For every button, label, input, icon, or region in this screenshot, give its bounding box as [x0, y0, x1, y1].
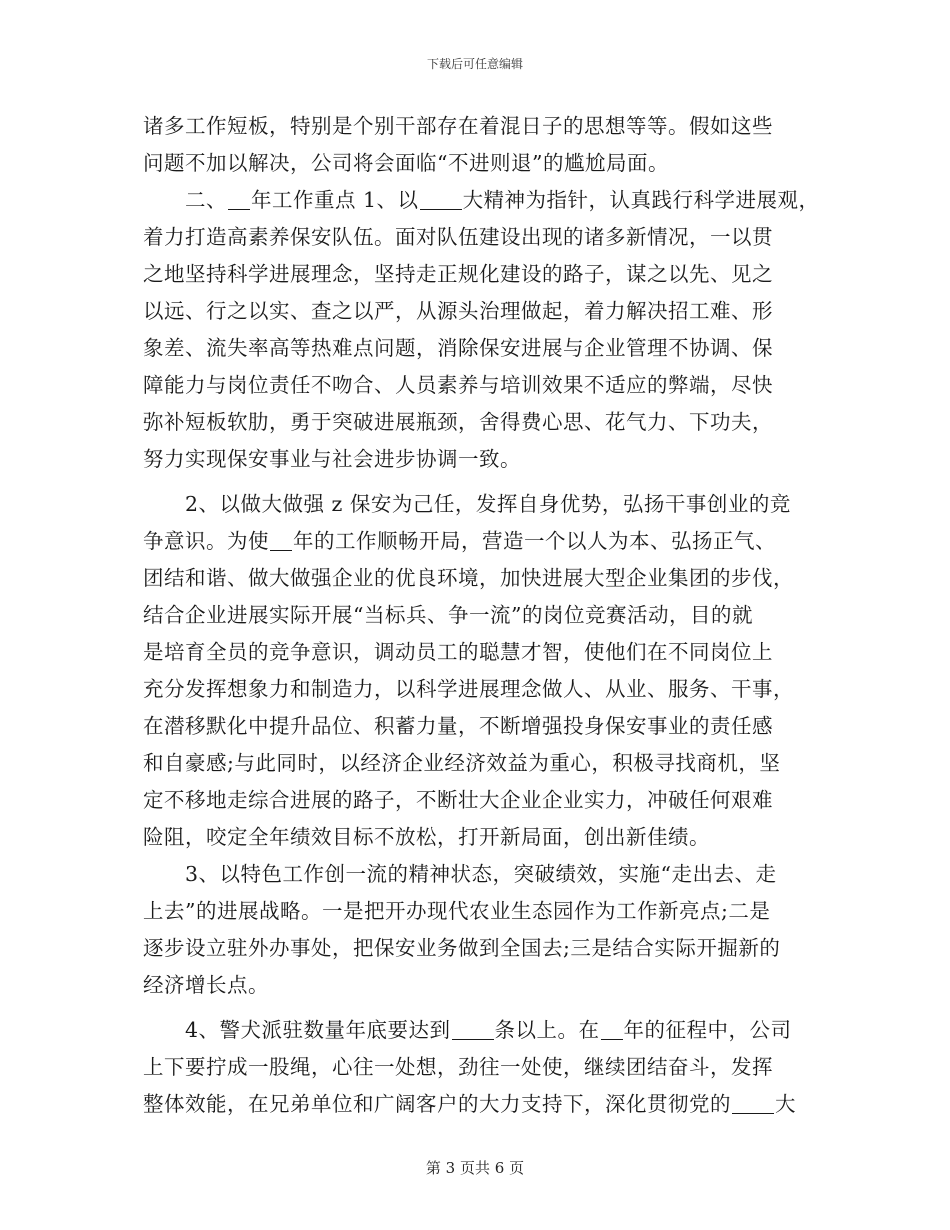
text-line: 险阻，咬定全年绩效目标不放松，打开新局面，创出新佳绩。	[143, 825, 710, 849]
text-span: 条以上。在	[494, 1018, 600, 1042]
text-line: 障能力与岗位责任不吻合、人员素养与培训效果不适应的弊端，尽快	[143, 373, 773, 397]
text-line: 努力实现保安事业与社会进步协调一致。	[143, 447, 521, 471]
page-header: 下载后可任意编辑	[426, 57, 523, 71]
text-line: 和自豪感;与此同时，以经济企业经济效益为重心，积极寻找商机，坚	[143, 751, 781, 775]
text-span: 整体效能，在兄弟单位和广阔客户的大力支持下，深化贯彻党的	[143, 1092, 731, 1116]
text-line: 2、以做大做强 z 保安为己任，发挥自身优势，弘扬干事创业的竞	[185, 492, 791, 516]
text-line: 以远、行之以实、查之以严，从源头治理做起，着力解决招工难、形	[143, 299, 773, 323]
text-line: 上下要拧成一股绳，心往一处想，劲往一处使，继续团结奋斗，发挥	[143, 1055, 773, 1079]
text-span: 年工作重点 1、以	[251, 188, 419, 212]
text-span: 争意识。为使	[143, 529, 269, 553]
text-line: 诸多工作短板，特别是个别干部存在着混日子的思想等等。假如这些	[143, 114, 773, 138]
text-line: 结合企业进展实际开展“当标兵、争一流”的岗位竞赛活动，目的就	[143, 603, 753, 627]
text-line: 团结和谐、做大做强企业的优良环境，加快进展大型企业集团的步伐，	[143, 566, 794, 590]
text-line: 3、以特色工作创一流的精神状态，突破绩效，实施“走出去、走	[185, 862, 777, 886]
blank-underline	[270, 530, 292, 552]
text-line: 弥补短板软肋，勇于突破进展瓶颈，舍得费心思、花气力、下功夫，	[143, 410, 773, 434]
text-line: 在潜移默化中提升品位、积蓄力量，不断增强投身保安事业的责任感	[143, 714, 773, 738]
text-line: 定不移地走综合进展的路子，不断壮大企业企业实力，冲破任何艰难	[143, 788, 773, 812]
document-body	[143, 108, 820, 1123]
text-span: 大	[775, 1092, 796, 1116]
text-line	[143, 1086, 808, 1123]
text-line: 着力打造高素养保安队伍。面对队伍建设出现的诸多新情况，一以贯	[143, 225, 773, 249]
text-line: 充分发挥想象力和制造力，以科学进展理念做人、从业、服务、干事，	[143, 677, 794, 701]
text-line: 上去”的进展战略。一是把开办现代农业生态园作为工作新亮点;二是	[143, 899, 771, 923]
text-line: 逐步设立驻外办事处，把保安业务做到全国去;三是结合实际开掘新的	[143, 936, 781, 960]
text-span: 年的工作顺畅开局，营造一个以人为本、弘扬正气、	[293, 529, 776, 553]
text-line: 象差、流失率高等热难点问题，消除保安进展与企业管理不协调、保	[143, 336, 773, 360]
text-line: 之地坚持科学进展理念，坚持走正规化建设的路子，谋之以先、见之	[143, 262, 773, 286]
blank-underline	[420, 189, 462, 211]
text-span: 年的征程中，公司	[623, 1018, 792, 1042]
text-line	[143, 523, 808, 560]
blank-underline	[452, 1019, 494, 1041]
text-span: 4、警犬派驻数量年底要达到	[185, 1018, 451, 1042]
blank-underline	[228, 189, 250, 211]
text-line	[143, 182, 820, 219]
text-span: 二、	[185, 188, 227, 212]
blank-underline	[732, 1093, 774, 1115]
text-line: 经济增长点。	[143, 973, 269, 997]
text-line	[143, 1012, 808, 1049]
text-span: 大精神为指针，认真践行科学进展观，	[462, 188, 820, 212]
blank-underline	[601, 1019, 623, 1041]
page-footer: 第 3 页共 6 页	[425, 1159, 525, 1177]
text-line: 问题不加以解决，公司将会面临“不进则退”的尴尬局面。	[143, 151, 669, 175]
text-line: 是培育全员的竞争意识，调动员工的聪慧才智，使他们在不同岗位上	[143, 640, 773, 664]
